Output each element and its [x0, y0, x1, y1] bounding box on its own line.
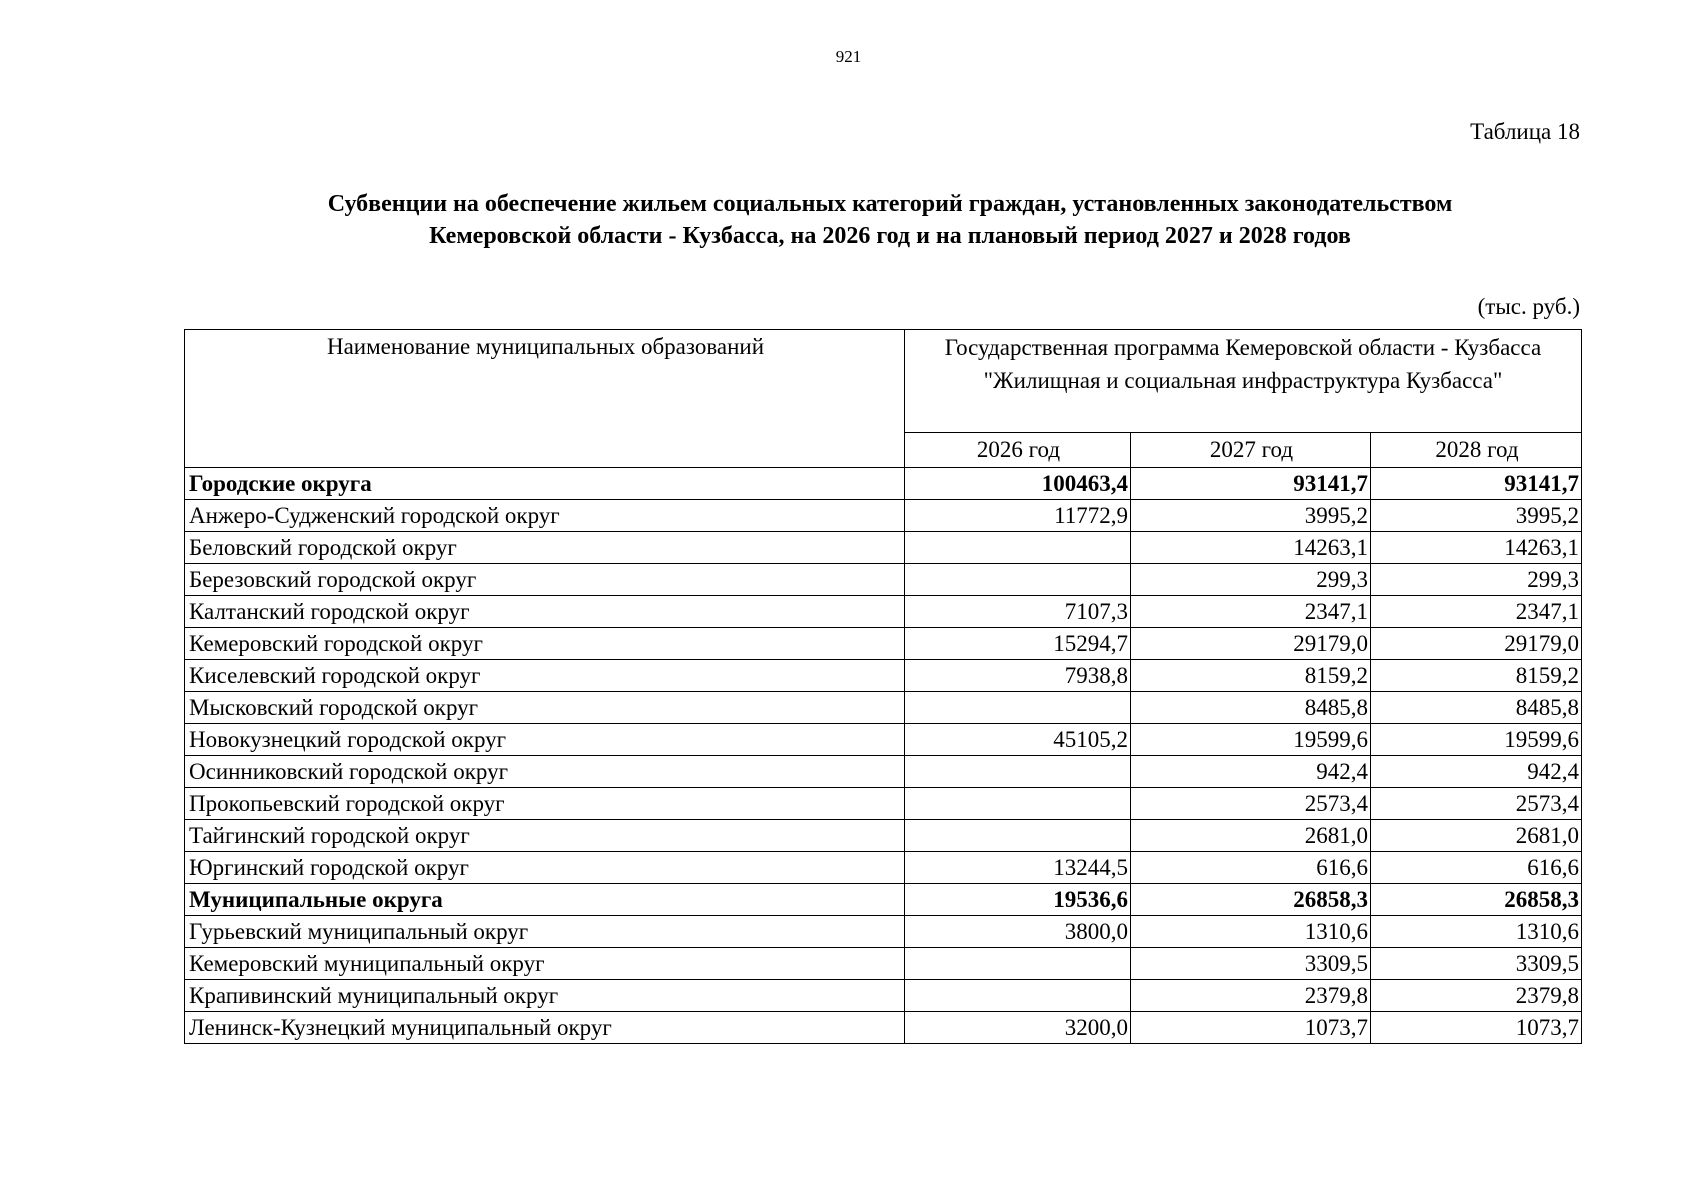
- value-2026-cell: [905, 980, 1131, 1012]
- table-header: [185, 330, 1582, 468]
- value-2026-cell: 19536,6: [905, 884, 1131, 916]
- value-2026-cell: [905, 564, 1131, 596]
- value-2028-cell: 2347,1: [1371, 596, 1582, 628]
- value-2027-cell: 1073,7: [1131, 1012, 1371, 1044]
- municipality-name-cell: Прокопьевский городской округ: [185, 788, 905, 820]
- table-row: [185, 660, 1582, 692]
- document-title: [0, 188, 1697, 252]
- value-2028-cell: 1310,6: [1371, 916, 1582, 948]
- value-2027-cell: 942,4: [1131, 756, 1371, 788]
- value-2028-cell: 93141,7: [1371, 468, 1582, 500]
- value-2028-cell: 19599,6: [1371, 724, 1582, 756]
- municipality-name-cell: Юргинский городской округ: [185, 852, 905, 884]
- table-row: [185, 980, 1582, 1012]
- value-2028-cell: 2379,8: [1371, 980, 1582, 1012]
- municipality-name-cell: Кемеровский муниципальный округ: [185, 948, 905, 980]
- municipality-name-cell: Новокузнецкий городской округ: [185, 724, 905, 756]
- value-2026-cell: 3200,0: [905, 1012, 1131, 1044]
- value-2028-cell: 299,3: [1371, 564, 1582, 596]
- table-row: [185, 564, 1582, 596]
- table-row: [185, 948, 1582, 980]
- table-number: Таблица 18: [1470, 119, 1580, 144]
- value-2026-cell: 45105,2: [905, 724, 1131, 756]
- value-2026-cell: 100463,4: [905, 468, 1131, 500]
- value-2027-cell: 19599,6: [1131, 724, 1371, 756]
- document-title-line: Кемеровской области - Кузбасса, на 2026 год и на плановый период 2027 и 2028 годов: [429, 223, 1351, 249]
- header-year-2027: 2027 год: [1131, 433, 1371, 468]
- value-2027-cell: 8159,2: [1131, 660, 1371, 692]
- municipality-name-cell: Анжеро-Судженский городской округ: [185, 500, 905, 532]
- municipality-name-cell: Городские округа: [185, 468, 905, 500]
- table-row: [185, 500, 1582, 532]
- units-label: (тыс. руб.): [1477, 294, 1580, 319]
- document-title-line: Субвенции на обеспечение жильем социальных категорий граждан, установленных законодательством: [327, 191, 1453, 217]
- municipality-name-cell: Крапивинский муниципальный округ: [185, 980, 905, 1012]
- value-2028-cell: 1073,7: [1371, 1012, 1582, 1044]
- table-group-row: [185, 884, 1582, 916]
- value-2027-cell: 2681,0: [1131, 820, 1371, 852]
- table-row: [185, 724, 1582, 756]
- table-row: [185, 1012, 1582, 1044]
- value-2027-cell: 2573,4: [1131, 788, 1371, 820]
- table-row: [185, 756, 1582, 788]
- value-2026-cell: 7107,3: [905, 596, 1131, 628]
- municipality-name-cell: Муниципальные округа: [185, 884, 905, 916]
- value-2026-cell: 3800,0: [905, 916, 1131, 948]
- table-row: [185, 532, 1582, 564]
- value-2026-cell: 7938,8: [905, 660, 1131, 692]
- value-2026-cell: 13244,5: [905, 852, 1131, 884]
- municipality-name-cell: Кемеровский городской округ: [185, 628, 905, 660]
- value-2026-cell: 11772,9: [905, 500, 1131, 532]
- value-2027-cell: 29179,0: [1131, 628, 1371, 660]
- value-2028-cell: 8485,8: [1371, 692, 1582, 724]
- value-2028-cell: 2573,4: [1371, 788, 1582, 820]
- value-2028-cell: 8159,2: [1371, 660, 1582, 692]
- value-2028-cell: 3309,5: [1371, 948, 1582, 980]
- table-row: [185, 820, 1582, 852]
- municipality-name-cell: Гурьевский муниципальный округ: [185, 916, 905, 948]
- value-2027-cell: 2347,1: [1131, 596, 1371, 628]
- municipality-name-cell: Беловский городской округ: [185, 532, 905, 564]
- municipality-name-cell: Ленинск-Кузнецкий муниципальный округ: [185, 1012, 905, 1044]
- value-2026-cell: [905, 820, 1131, 852]
- value-2027-cell: 14263,1: [1131, 532, 1371, 564]
- value-2028-cell: 3995,2: [1371, 500, 1582, 532]
- header-municipality-name: Наименование муниципальных образований: [185, 330, 905, 468]
- value-2027-cell: 8485,8: [1131, 692, 1371, 724]
- value-2027-cell: 3309,5: [1131, 948, 1371, 980]
- table-row: [185, 788, 1582, 820]
- value-2026-cell: [905, 788, 1131, 820]
- municipality-name-cell: Осинниковский городской округ: [185, 756, 905, 788]
- value-2028-cell: 14263,1: [1371, 532, 1582, 564]
- value-2027-cell: 1310,6: [1131, 916, 1371, 948]
- table-row: [185, 628, 1582, 660]
- value-2027-cell: 299,3: [1131, 564, 1371, 596]
- municipality-name-cell: Березовский городской округ: [185, 564, 905, 596]
- value-2026-cell: 15294,7: [905, 628, 1131, 660]
- header-state-program: Государственная программа Кемеровской области - Кузбасса "Жилищная и социальная инфраструктура Кузбасса": [905, 330, 1582, 433]
- header-year-2026: 2026 год: [905, 433, 1131, 468]
- header-row: [185, 330, 1582, 433]
- value-2026-cell: [905, 532, 1131, 564]
- table-row: [185, 692, 1582, 724]
- municipality-name-cell: Калтанский городской округ: [185, 596, 905, 628]
- table-row: [185, 596, 1582, 628]
- value-2026-cell: [905, 948, 1131, 980]
- table-row: [185, 852, 1582, 884]
- municipality-name-cell: Мысковский городской округ: [185, 692, 905, 724]
- table-row: [185, 916, 1582, 948]
- municipality-name-cell: Тайгинский городской округ: [185, 820, 905, 852]
- value-2026-cell: [905, 756, 1131, 788]
- table-body: [185, 468, 1582, 1044]
- header-year-2028: 2028 год: [1371, 433, 1582, 468]
- value-2027-cell: 3995,2: [1131, 500, 1371, 532]
- value-2028-cell: 942,4: [1371, 756, 1582, 788]
- value-2027-cell: 26858,3: [1131, 884, 1371, 916]
- page-number: 921: [835, 47, 862, 66]
- value-2028-cell: 29179,0: [1371, 628, 1582, 660]
- value-2027-cell: 93141,7: [1131, 468, 1371, 500]
- municipality-name-cell: Киселевский городской округ: [185, 660, 905, 692]
- value-2026-cell: [905, 692, 1131, 724]
- value-2028-cell: 26858,3: [1371, 884, 1582, 916]
- subventions-table: [184, 329, 1582, 1044]
- table-group-row: [185, 468, 1582, 500]
- value-2028-cell: 616,6: [1371, 852, 1582, 884]
- value-2027-cell: 2379,8: [1131, 980, 1371, 1012]
- value-2027-cell: 616,6: [1131, 852, 1371, 884]
- value-2028-cell: 2681,0: [1371, 820, 1582, 852]
